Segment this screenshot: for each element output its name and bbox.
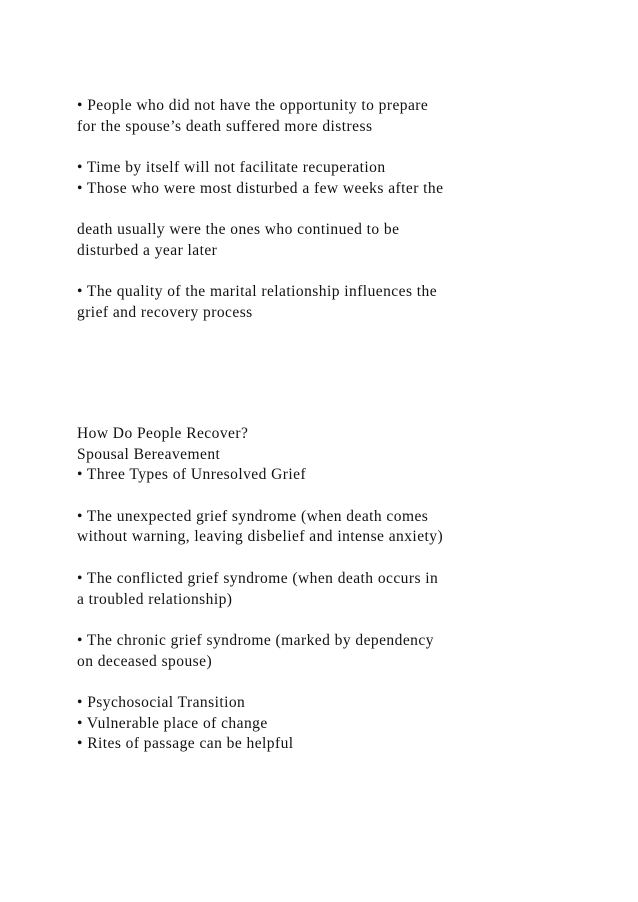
blank-line xyxy=(77,199,617,220)
paragraph-line: disturbed a year later xyxy=(77,241,218,259)
paragraph-line: • Time by itself will not facilitate recuperation xyxy=(77,159,386,177)
paragraph-line: grief and recovery process xyxy=(77,303,253,321)
paragraph-line: without warning, leaving disbelief and intense anxiety) xyxy=(77,528,444,546)
blank-line xyxy=(77,486,617,507)
paragraph-line: • The chronic grief syndrome (marked by dependency xyxy=(77,631,434,649)
paragraph-line: for the spouse’s death suffered more distress xyxy=(77,117,373,135)
paragraph-line: • People who did not have the opportunity to prepare xyxy=(77,97,429,114)
section-2-text xyxy=(77,424,617,755)
blank-line xyxy=(77,137,617,158)
paragraph-line: • Vulnerable place of change xyxy=(77,714,268,732)
paragraph-line: • The unexpected grief syndrome (when death comes xyxy=(77,507,429,525)
paragraph-line: on deceased spouse) xyxy=(77,652,213,670)
paragraph-line: death usually were the ones who continued to be xyxy=(77,221,400,239)
paragraph-line: • Rites of passage can be helpful xyxy=(77,735,294,753)
paragraph-line: • Three Types of Unresolved Grief xyxy=(77,466,307,484)
paragraph-line: • Psychosocial Transition xyxy=(77,693,246,711)
section-1-text xyxy=(77,96,617,324)
blank-line xyxy=(77,672,617,693)
paragraph-line: • The quality of the marital relationship influences the xyxy=(77,283,438,301)
blank-line xyxy=(77,610,617,631)
blank-line xyxy=(77,548,617,569)
paragraph-line: • Those who were most disturbed a few weeks after the xyxy=(77,179,444,197)
paragraph-line: a troubled relationship) xyxy=(77,590,233,608)
paragraph-line: • The conflicted grief syndrome (when death occurs in xyxy=(77,569,439,587)
section-subheading: Spousal Bereavement xyxy=(77,445,221,463)
section-heading: How Do People Recover? xyxy=(77,425,249,442)
blank-line xyxy=(77,262,617,283)
